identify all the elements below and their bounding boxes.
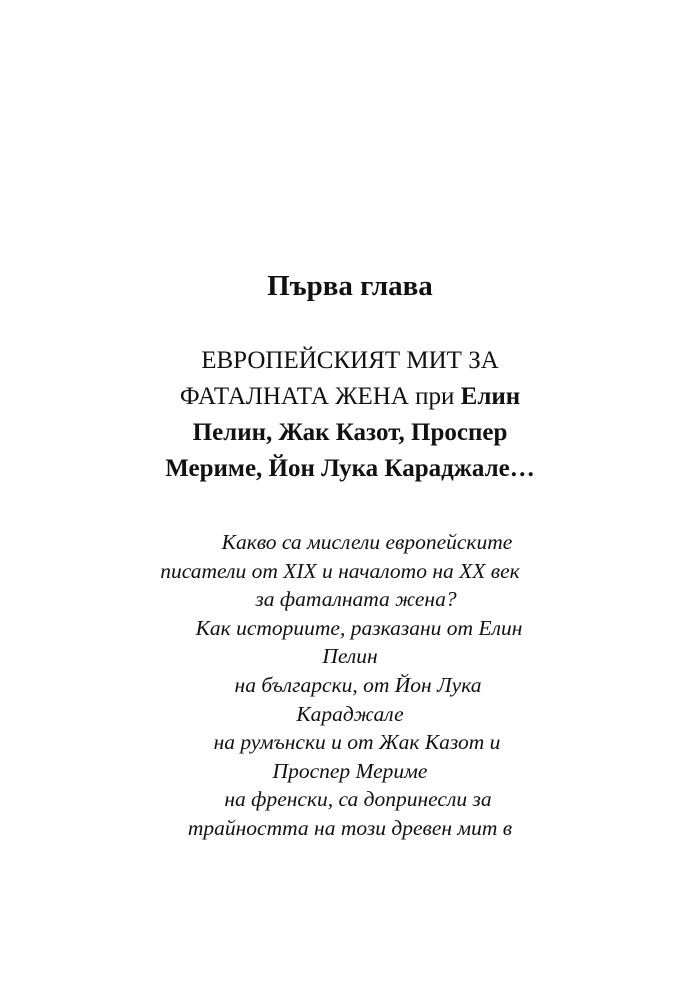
intro-paragraph [0, 528, 700, 843]
intro-line: Проспер Мериме [272, 758, 428, 783]
heading-line-2 [0, 379, 700, 415]
intro-line: трайността на този древен мит в [187, 815, 513, 840]
intro-line: Пелин [322, 644, 378, 669]
intro-line: на български, от Йон Лука [234, 672, 482, 697]
chapter-title: Първа глава [267, 270, 433, 302]
intro-line: на френски, са допринесли за [224, 787, 492, 812]
intro-line: за фаталната жена? [255, 587, 457, 612]
heading-line-2-bold: Елин [460, 383, 521, 410]
intro-line: писатели от XIX и началото на XX век [160, 558, 520, 583]
intro-line: на румънски и от Жак Казот и [213, 730, 501, 755]
heading-line-2-regular: ФАТАЛНАТА ЖЕНА при [179, 383, 461, 410]
heading-line-1: ЕВРОПЕЙСКИЯТ МИТ ЗА [201, 347, 499, 374]
intro-line: Караджале [296, 701, 404, 726]
intro-line: Как историите, разказани от Елин [195, 615, 523, 640]
heading-line-4: Мериме, Йон Лука Караджале… [165, 455, 535, 482]
intro-line: Какво са мислели европейските [221, 530, 513, 554]
heading-line-3: Пелин, Жак Казот, Проспер [192, 419, 508, 446]
chapter-heading [0, 343, 700, 487]
